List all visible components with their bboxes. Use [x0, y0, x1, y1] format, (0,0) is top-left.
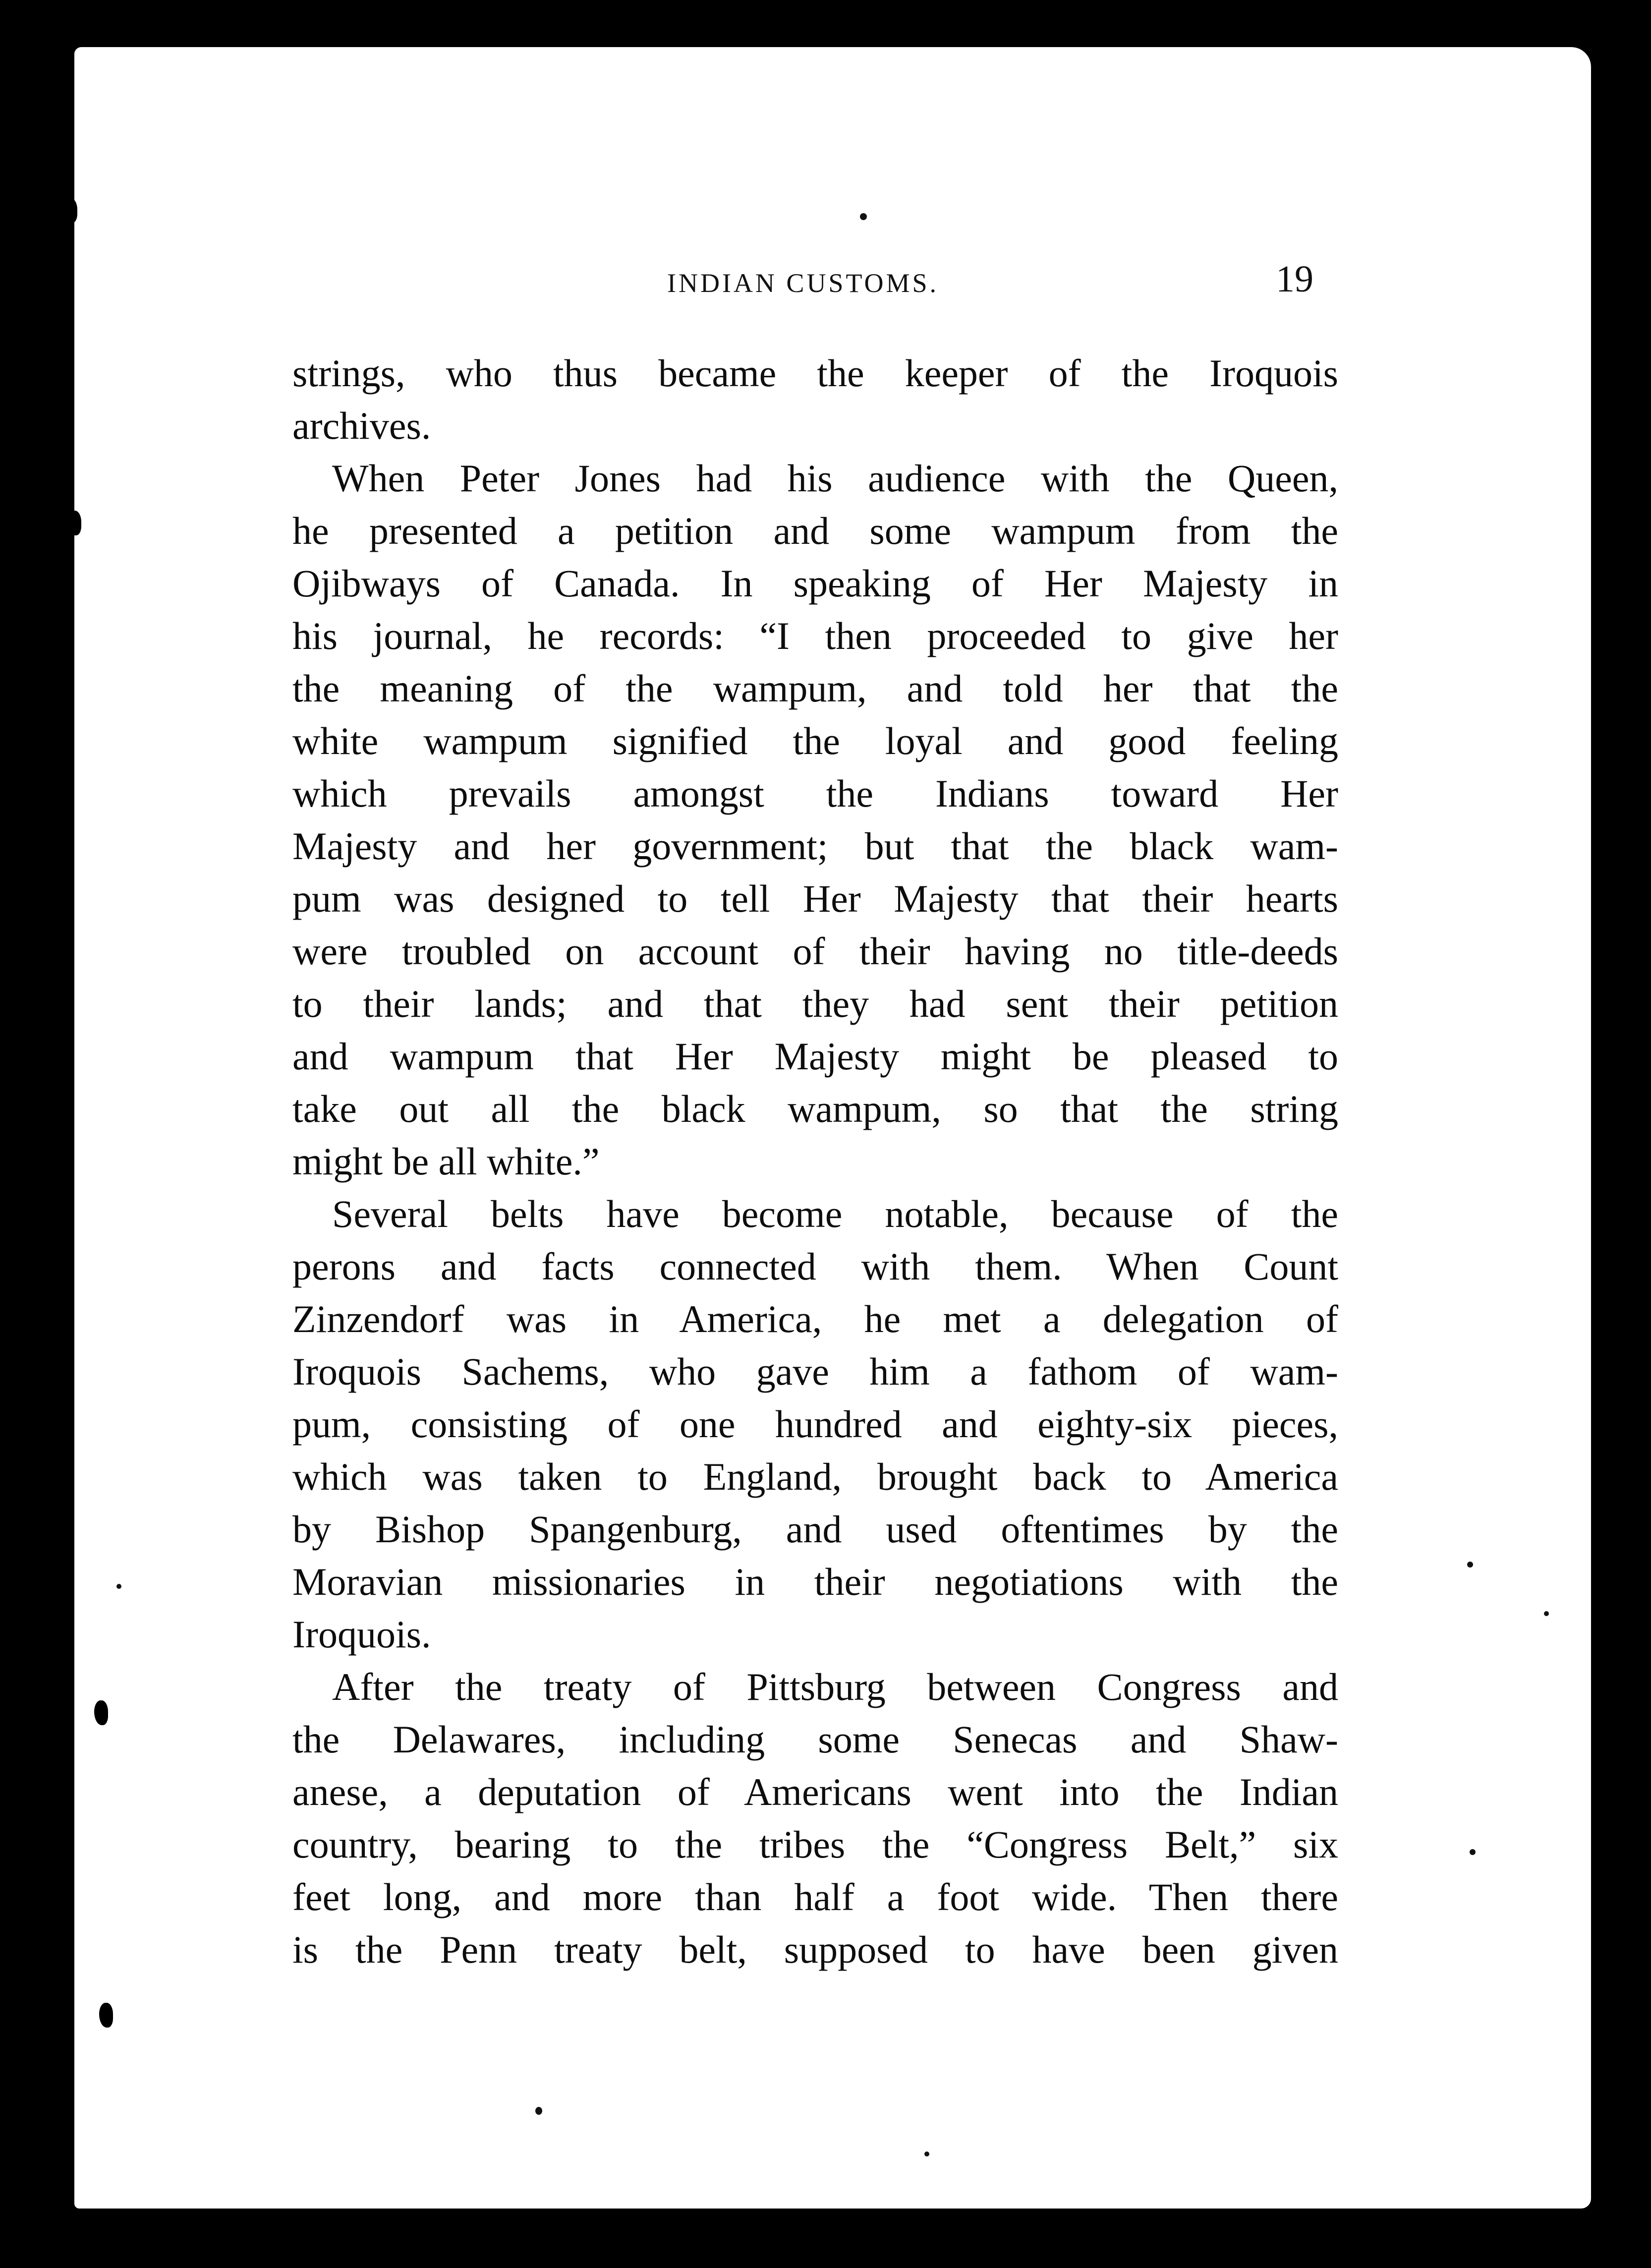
text-line: perons and facts connected with them. When Count — [292, 1245, 1338, 1288]
ink-speck — [1467, 1562, 1473, 1568]
text-line: Majesty and her government; but that the black wam- — [292, 824, 1338, 868]
text-line: to their lands; and that they had sent their petition — [292, 982, 1338, 1025]
ink-speck — [1544, 1611, 1549, 1616]
text-line: archives. — [292, 404, 431, 447]
text-line: feet long, and more than half a foot wide. Then there — [292, 1875, 1338, 1919]
text-line: take out all the black wampum, so that the string — [292, 1087, 1338, 1130]
text-line: Iroquois Sachems, who gave him a fathom of wam- — [292, 1350, 1338, 1393]
ink-speck — [535, 2107, 542, 2115]
ink-speck — [924, 2152, 929, 2156]
text-line: is the Penn treaty belt, supposed to have been given — [292, 1928, 1338, 1971]
text-line: After the treaty of Pittsburg between Congress and — [332, 1665, 1338, 1708]
text-line: which was taken to England, brought back to America — [292, 1455, 1338, 1498]
text-line: he presented a petition and some wampum from the — [292, 509, 1338, 552]
text-line: the Delawares, including some Senecas and Shaw- — [292, 1718, 1338, 1761]
text-line: strings, who thus became the keeper of the Iroquois — [292, 351, 1338, 395]
binding-mark — [94, 1700, 108, 1725]
text-line: the meaning of the wampum, and told her that the — [292, 667, 1338, 710]
binding-mark — [63, 198, 77, 223]
text-line: country, bearing to the tribes the “Congress Belt,” six — [292, 1823, 1338, 1866]
text-line: Several belts have become notable, because of the — [332, 1192, 1338, 1235]
text-line: pum, consisting of one hundred and eighty-six pieces, — [292, 1402, 1338, 1446]
text-line: which prevails amongst the Indians toward Her — [292, 772, 1338, 815]
ink-speck — [860, 213, 867, 220]
running-title: INDIAN CUSTOMS. — [667, 268, 939, 298]
binding-mark — [67, 511, 81, 535]
text-line: might be all white.” — [292, 1140, 600, 1183]
text-line: Zinzendorf was in America, he met a delegation of — [292, 1297, 1338, 1340]
text-line: When Peter Jones had his audience with the Queen, — [332, 457, 1338, 500]
text-line: Moravian missionaries in their negotiations with the — [292, 1560, 1338, 1603]
binding-mark — [99, 2003, 113, 2028]
text-line: pum was designed to tell Her Majesty that their hearts — [292, 877, 1338, 920]
text-line: anese, a deputation of Americans went into the Indian — [292, 1770, 1338, 1813]
running-head — [292, 258, 1313, 307]
text-line: white wampum signified the loyal and good feeling — [292, 719, 1338, 762]
ink-speck — [1470, 1849, 1476, 1855]
page-number: 19 — [1276, 258, 1313, 300]
text-line: his journal, he records: “I then proceeded to give her — [292, 614, 1338, 657]
text-line: by Bishop Spangenburg, and used oftentimes by the — [292, 1508, 1338, 1551]
text-line: Ojibways of Canada. In speaking of Her Majesty in — [292, 562, 1338, 605]
text-line: Iroquois. — [292, 1613, 431, 1656]
body-text — [292, 347, 1338, 1976]
ink-speck — [116, 1584, 121, 1589]
text-line: and wampum that Her Majesty might be pleased to — [292, 1035, 1338, 1078]
text-line: were troubled on account of their having no title-deeds — [292, 930, 1338, 973]
